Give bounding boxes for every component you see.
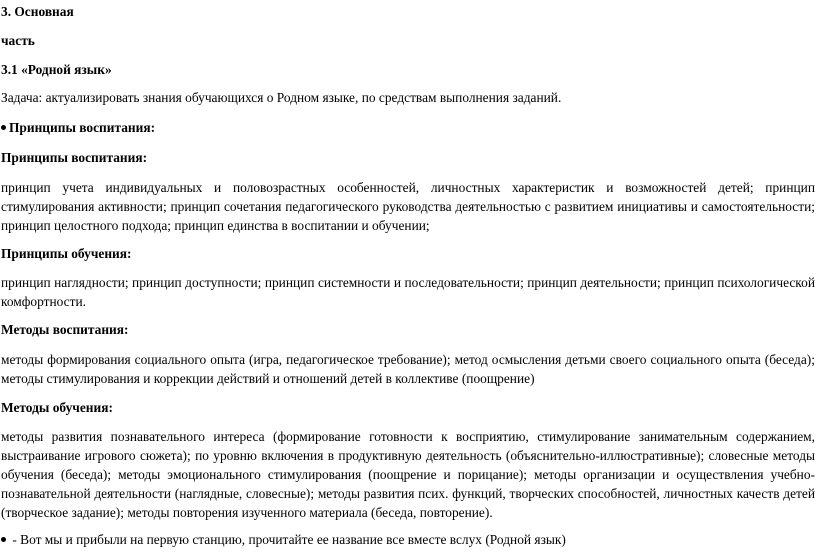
bullet-icon: [1, 125, 6, 130]
principles-learning-text: принцип наглядности; принцип доступности; принцип системности и последовательности; принцип деятельности; принцип психологической комфортности.: [1, 275, 815, 309]
principles-upbringing-heading: Принципы воспитания:: [1, 150, 148, 165]
final-bullet-line: [1, 530, 815, 549]
methods-upbringing-text: методы формирования социального опыта (игра, педагогическое требование); метод осмысления детьми своего социального опыта (беседа); методы стимулирования и коррекции действий и отношений детей в коллективе (поощрение): [1, 352, 815, 386]
final-bullet-text: - Вот мы и прибыли на первую станцию, прочитайте ее название все вместе вслух (Родной язык): [9, 532, 566, 547]
methods-learning-heading: Методы обучения:: [1, 400, 113, 415]
section-heading: 3. Основная: [1, 4, 74, 19]
principles-bullet-heading-text: Принципы воспитания:: [9, 120, 156, 135]
principles-upbringing-text: принцип учета индивидуальных и половозрастных особенностей, личностных характеристик и возможностей детей; принцип стимулирования активности; принцип сочетания педагогического руководства деятельностью с развитием инициативы и самостоятельности; принцип целостного подхода; принцип единства в воспитании и обучении;: [1, 180, 815, 233]
principles-bullet-heading: [1, 118, 815, 137]
methods-upbringing-heading: Методы воспитания:: [1, 322, 129, 337]
task-text: Задача: актуализировать знания обучающихся о Родном языке, по средствам выполнения заданий.: [1, 90, 562, 105]
subsection-heading: 3.1 «Родной язык»: [1, 62, 112, 77]
section-heading-part: часть: [1, 33, 35, 48]
bullet-icon: [1, 537, 6, 542]
methods-learning-text: методы развития познавательного интереса (формирование готовности к восприятию, стимулирование занимательным содержанием, выстраивание игрового сюжета); по уровню включения в продуктивную деятельность (объяснительно-иллюстративные); словесные методы обучения (беседа); методы эмоционального стимулирования (поощрение и порицание); методы организации и осуществления учебно-познавательной деятельности (наглядные, словесные); методы развития псих. функций, творческих способностей, личностных качеств детей (творческое задание); методы повторения изученного материала (беседа, повторение).: [1, 429, 815, 520]
principles-learning-heading: Принципы обучения:: [1, 246, 132, 261]
